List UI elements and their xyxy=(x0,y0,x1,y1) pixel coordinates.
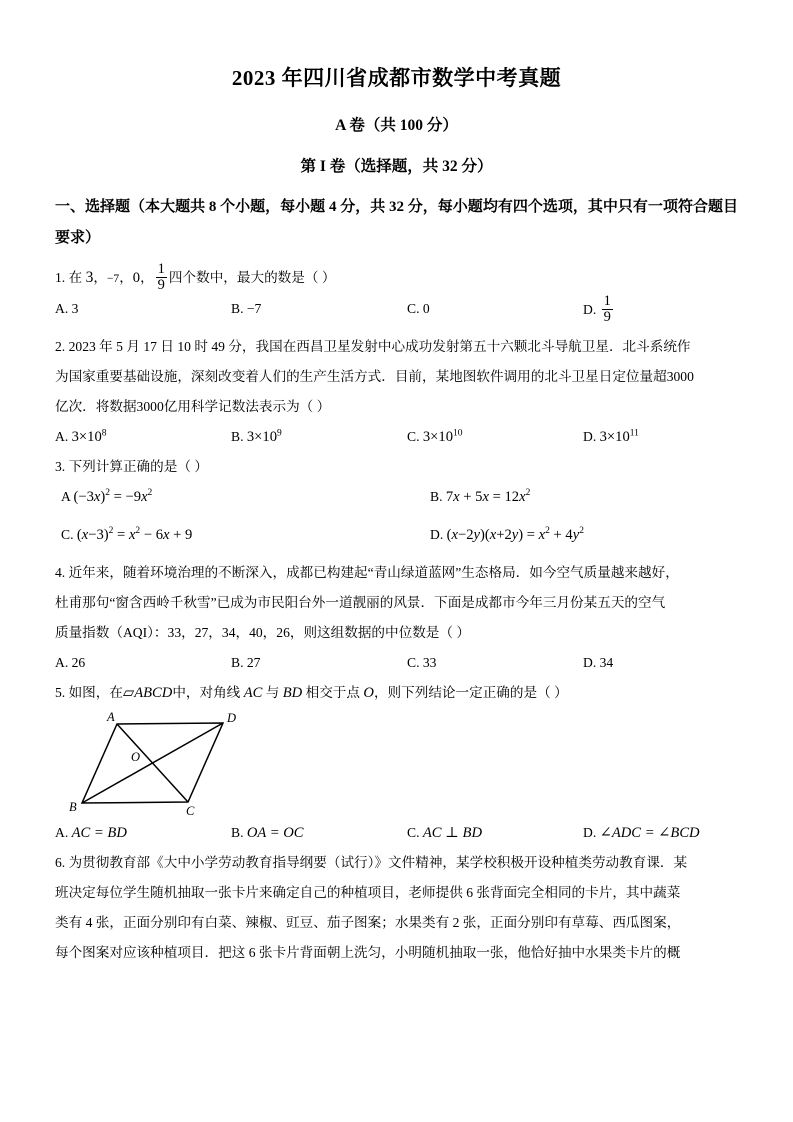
q2-line-1: 2. 2023 年 5 月 17 日 10 时 49 分，我国在西昌卫星发射中心成功发射第五十六颗北斗导航卫星．北斗系统作 xyxy=(55,338,691,354)
q5-stem-prefix: 5. 如图，在 xyxy=(55,684,123,700)
question-4-options xyxy=(55,648,738,678)
question-6-stem xyxy=(55,848,738,968)
q4-option-d[interactable]: D. 34 xyxy=(583,654,614,670)
question-2-stem xyxy=(55,332,738,422)
part-label: 第 I 卷（选择题，共 32 分） xyxy=(300,158,493,175)
q1-option-d-fraction xyxy=(602,294,613,326)
vertex-label-c: C xyxy=(186,803,195,818)
q4-option-b[interactable]: B. 27 xyxy=(231,654,261,670)
q3-option-a[interactable] xyxy=(61,482,152,512)
vertex-label-d: D xyxy=(227,710,237,725)
q1-stem-suffix: 四个数中，最大的数是（ ） xyxy=(168,269,336,285)
q3-option-b[interactable] xyxy=(430,482,530,512)
q1-option-d[interactable] xyxy=(583,294,615,326)
q2-option-d-label: D. xyxy=(583,428,597,444)
q2-option-b-coef: 3×10 xyxy=(246,428,277,445)
q3-option-c-label: C. xyxy=(61,526,74,542)
q1-fraction-numerator: 1 xyxy=(157,261,165,277)
q3-option-d[interactable] xyxy=(430,520,584,550)
q2-option-c-label: C. xyxy=(407,428,420,444)
q5-option-a-math: AC = BD xyxy=(71,824,127,841)
q5-o: O xyxy=(363,684,374,701)
q4-line-2: 杜甫那句“窗含西岭千秋雪”已成为市民阳台外一道靓丽的风景．下面是成都市今年三月份某五天的空气 xyxy=(55,594,666,610)
q1-number-1: −7 xyxy=(106,272,120,285)
q5-stem-mid3: 相交于点 xyxy=(305,684,360,700)
q3-option-b-math: $7x + 5x = 12x^2$ xyxy=(445,487,531,505)
parallelogram-svg xyxy=(55,710,285,818)
q1-option-d-label: D. xyxy=(583,301,597,317)
q3-option-d-label: D. xyxy=(430,526,444,542)
q2-option-d-exponent: 11 xyxy=(629,428,639,439)
q3-option-c-math: $(x-3)^2 = x^2 - 6x + 9$ xyxy=(76,525,193,543)
q5-option-b[interactable] xyxy=(231,818,303,848)
q2-option-c-exponent: 10 xyxy=(453,428,463,439)
q5-option-d[interactable] xyxy=(583,818,700,848)
q2-option-c[interactable] xyxy=(407,422,463,452)
q5-option-c[interactable] xyxy=(407,818,482,848)
section-heading: 一、选择题（本大题共 8 个小题，每小题 4 分，共 32 分，每小题均有四个选项，其中只有一项符合题目要求） xyxy=(55,199,738,246)
q5-option-d-math: ∠ADC = ∠BCD xyxy=(599,824,700,841)
parallelogram-figure xyxy=(55,710,738,818)
question-4-stem xyxy=(55,558,738,648)
q2-option-b-label: B. xyxy=(231,428,244,444)
q2-option-b-exponent: 9 xyxy=(277,428,282,439)
parallelogram-icon: ▱ xyxy=(122,684,135,701)
q1-option-c[interactable]: C. 0 xyxy=(407,300,430,316)
q1-option-d-denominator: 9 xyxy=(603,309,611,326)
q3-option-b-label: B. xyxy=(430,488,443,504)
q5-option-b-label: B. xyxy=(231,824,244,840)
q3-option-c[interactable] xyxy=(61,520,192,550)
q2-option-a[interactable] xyxy=(55,422,107,452)
q1-fraction-denominator: 9 xyxy=(157,277,165,294)
q1-number-0: 3 xyxy=(85,268,94,286)
q3-option-a-math: $(-3x)^2 = -9x^2$ xyxy=(73,487,153,505)
q1-option-d-numerator: 1 xyxy=(603,292,611,309)
q2-line-2: 为国家重要基础设施，深刻改变着人们的生产生活方式．目前，某地图软件调用的北斗卫星日定位量超3000 xyxy=(55,368,694,384)
q5-option-d-label: D. xyxy=(583,824,597,840)
q5-stem-mid2: 中，对角线 xyxy=(172,684,241,700)
question-3-stem: 3. 下列计算正确的是（ ） xyxy=(55,458,208,474)
q2-line-3: 亿次．将数据3000亿用科学记数法表示为（ ） xyxy=(55,398,331,414)
q3-option-d-math: $(x-2y)(x+2y) = x^2 + 4y^2$ xyxy=(446,525,584,543)
question-2-options xyxy=(55,422,738,452)
question-3-options-row-1 xyxy=(55,482,738,520)
q2-option-d[interactable] xyxy=(583,422,639,452)
q4-option-c[interactable]: C. 33 xyxy=(407,654,437,670)
q2-option-d-coef: 3×10 xyxy=(599,428,630,445)
q5-abcd: ABCD xyxy=(134,684,173,701)
question-1-options xyxy=(55,294,738,332)
intersection-label-o: O xyxy=(131,749,141,764)
q6-line-2: 班决定每位学生随机抽取一张卡片来确定自己的种植项目，老师提供 6 张背面完全相同的卡片，其中蔬菜 xyxy=(55,884,681,900)
paper-label: A 卷（共 100 分） xyxy=(335,117,458,134)
q5-stem-suffix: ，则下列结论一定正确的是（ ） xyxy=(373,684,568,700)
q5-option-a[interactable] xyxy=(55,818,127,848)
question-5-stem xyxy=(55,678,738,708)
question-1-stem: 1. 在 3，−7，0， $\frac{1}{9}$ 四个数中，最大的数是（ ） xyxy=(55,261,336,294)
vertex-label-a: A xyxy=(107,709,115,724)
q5-option-b-math: OA = OC xyxy=(246,824,304,841)
q4-line-3: 质量指数（AQI）：33，27，34，40，26，则这组数据的中位数是（ ） xyxy=(55,624,470,640)
q2-option-a-coef: 3×10 xyxy=(71,428,102,445)
q5-option-a-label: A. xyxy=(55,824,69,840)
q1-number-2: 0 xyxy=(132,269,141,286)
q5-bd: BD xyxy=(282,684,303,701)
q6-line-1: 6. 为贯彻教育部《大中小学劳动教育指导纲要（试行）》文件精神，某学校积极开设种植类劳动教育课．某 xyxy=(55,854,688,870)
q5-option-c-label: C. xyxy=(407,824,420,840)
q2-option-b[interactable] xyxy=(231,422,282,452)
q5-with: 与 xyxy=(265,684,280,700)
q5-ac: AC xyxy=(243,684,263,701)
question-3-options-row-2 xyxy=(55,520,738,558)
q6-line-4: 每个图案对应该种植项目．把这 6 张卡片背面朝上洗匀，小明随机抽取一张，他恰好抽中水果类卡片的概 xyxy=(55,944,681,960)
q1-option-a[interactable]: A. 3 xyxy=(55,300,79,316)
question-5-options xyxy=(55,818,738,848)
page-title: 2023 年四川省成都市数学中考真题 xyxy=(231,66,562,90)
q1-fraction xyxy=(156,262,167,294)
q5-option-c-math: AC ⊥ BD xyxy=(422,824,482,841)
q6-line-3: 类有 4 张，正面分别印有白菜、辣椒、豇豆、茄子图案；水果类有 2 张，正面分别印有草莓、西瓜图案， xyxy=(55,914,681,930)
q4-option-a[interactable]: A. 26 xyxy=(55,654,86,670)
q2-option-a-exponent: 8 xyxy=(101,428,107,439)
q2-option-c-coef: 3×10 xyxy=(422,428,453,445)
q3-option-a-label: A xyxy=(61,488,71,504)
q4-line-1: 4. 近年来，随着环境治理的不断深入，成都已构建起“青山绿道蓝网”生态格局．如今空气质量越来越好， xyxy=(55,564,679,580)
q1-option-b[interactable]: B. −7 xyxy=(231,300,262,316)
q2-option-a-label: A. xyxy=(55,428,69,444)
q1-stem-prefix: 1. 在 xyxy=(55,269,83,285)
diagonal-bd xyxy=(82,723,223,803)
vertex-label-b: B xyxy=(69,799,77,814)
